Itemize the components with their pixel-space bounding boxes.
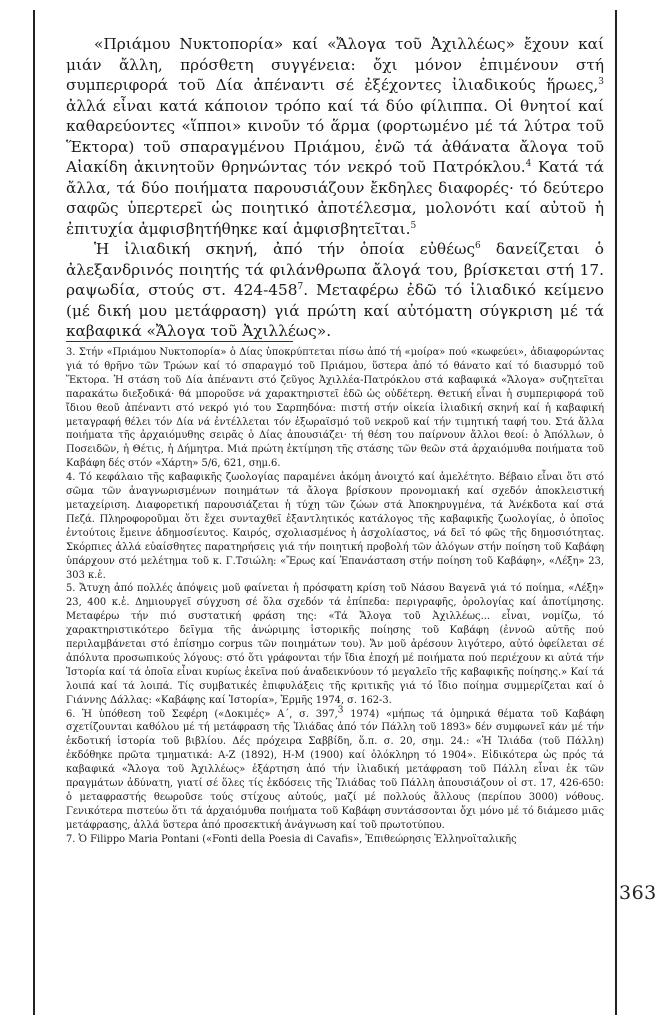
footnote-ref: 3 xyxy=(598,76,604,87)
footnote-ref: 7 xyxy=(297,281,304,292)
footnotes xyxy=(66,346,604,847)
footnote-ref: 5 xyxy=(410,220,417,231)
footnote-4 xyxy=(66,471,604,582)
left-margin-rule xyxy=(33,10,35,1015)
footnote-text: 4. Τό κεφάλαιο τῆς καβαφικῆς ζωολογίας παραμένει ἀκόμη ἀνοιχτό καί ἀμελέτητο. Βέβαιο εἶναι ὅτι στό σῶμα τῶν ἀναγνωρισμένων ποιημάτων τά ἄλογα βρίσκουν προνομιακή καί σχεδόν ἀποκλειστική μεταχείριση. Διαφορετική παρουσιάζεται ἡ τύχη τῶν ζώων στά Ἀποκηρυγμένα, τά Ἀνέκδοτα καί στά Πεζά. Πληροφοροῦμαι ὅτι ἔχει συνταχθεῖ ἐξαντλητικός κατάλογος τῆς καβαφικῆς ζωολογίας, ὁ ὁποῖος ἐντούτοις ἔμεινε ἀδημοσίευτος. Καιρός, σχολιασμένος ἡ ἀσχολίαστος, νά δεῖ τό φῶς τῆς δημοσιότητας. Σκόρπιες ἀλλά εὐαίσθητες παρατηρήσεις γιά τήν ποιητική προβολή τῶν ἀλόγων στήν ποίηση τοῦ Καβάφη ὑπάρχουν στό μελέτημα τοῦ κ. Γ.Τσιώλη: «Ἔρως καί Ἐπανάσταση στήν ποίηση τοῦ Καβάφη», «Λέξη» 23, 303 κ.ἑ. xyxy=(66,472,604,581)
text-run: ἀλλά εἶναι κατά κάποιον τρόπο καί τά δύο φίλιππα. Οἱ θνητοί καί καθαρεύοντες «ἵπποι» κινοῦν τό ἅρμα (φορτωμένο μέ τά λύτρα τοῦ Ἕκτορα) τοῦ σπαραγμένου Πριάμου, ἐνῶ τά ἀθάνατα ἄλογα τοῦ Αἰακίδη ἀκινητοῦν θρηνώντας τόν νεκρό τοῦ Πατρόκλου. xyxy=(66,96,604,176)
footnote-text: 7. Ὁ Filippo Maria Pontani («Fonti della Poesia di Cavafis», Ἐπιθεώρησις Ἑλληνοϊταλικῆς xyxy=(66,833,517,845)
footnote-7 xyxy=(66,833,604,847)
text-run: Κατά τά ἄλλα, τά δύο ποιήματα παρουσιάζουν ἔκδηλες διαφορές· τό δεύτερο σαφῶς ὑπερτερεῖ ὡς ποιητικό ἀποτέλεσμα, μολονότι καί αὐτοῦ ἡ ἐπιτυχία ἀμφισβητήθηκε καί ἀμφισβητεῖται. xyxy=(66,158,604,238)
footnote-text: 5. Ἄτυχη ἀπό πολλές ἀπόψεις μοῦ φαίνεται ἡ πρόσφατη κρίση τοῦ Νάσου Βαγενᾶ γιά τό ποίημα, «Λέξη» 23, 400 κ.ἑ. Δημιουργεῖ σύγχυση σέ ὅλα σχεδόν τά ἐπίπεδα: περιγραφῆς, ὁρολογίας καί ἀποτίμησης. Μεταφέρω τήν πιό συστατική φράση της: «Τά Ἄλογα τοῦ Ἀχιλλέως... εἶναι, νομίζω, τό χαρακτηριστικότερο δεῖγμα τῆς ἀνώριμης ἱστορικῆς ποίησης τοῦ Καβάφη (ἐννοῶ αὐτῆς πού περιλαμβάνεται στό ἐπίσημο corpus τῶν ποιημάτων του). Ἄν μοῦ ἀρέσουν λιγότερο, αὐτό ὀφείλεται σέ ἀπόλυτα προσωπικούς λόγους: στό ὅτι γράφονται τήν ἴδια ἐποχή μέ ποιήματα πού περιέχουν κι αὐτά τήν Ἱστορία καί τά ὁποῖα εἶναι κυρίως ἐκεῖνα πού ἀναδεικνύουν τό μεγαλεῖο τῆς καβαφικῆς ποίησης.» Καί τά λοιπά καί τά λοιπά. Τίς συμβατικές ἐπιφυλάξεις τῆς κριτικῆς γιά τό ἴδιο ποίημα συμμερίζεται καί ὁ Γιάννης Δάλλας: «Καβάφης καί Ἱστορία», Ἑρμῆς 1974, σ. 162-3. xyxy=(66,583,604,706)
footnote-6 xyxy=(66,705,604,833)
footnote-ref: 4 xyxy=(525,158,532,169)
text-run: «Πριάμου Νυκτοπορία» καί «Ἄλογα τοῦ Ἀχιλλέως» ἔχουν καί μιάν ἄλλη, πρόσθετη συγγένεια: ὄχι μόνον ἐπιμένουν στή συμπεριφορά τοῦ Δία ἀπέναντι σέ ἐξέχοντες ἰλιαδικούς ἥρωες, xyxy=(66,35,604,94)
main-text xyxy=(66,34,604,342)
text-run: δανείζεται ὁ ἀλεξανδρινός ποιητής τά φιλάνθρωπα ἄλογά του, βρίσκεται στή 17. ραψωδία, στούς στ. 424-458 xyxy=(66,240,604,299)
right-margin-rule xyxy=(615,10,617,1015)
footnote-5 xyxy=(66,582,604,707)
footnote-ref: 6 xyxy=(475,240,481,251)
paragraph xyxy=(66,34,604,239)
paragraph xyxy=(66,239,604,342)
footnote-3 xyxy=(66,346,604,471)
text-run: . Μεταφέρω ἐδῶ τό ἰλιαδικό κείμενο (μέ δική μου μετάφραση) γιά πρώτη καί αὐτόματη σύγκριση μέ τά καβαφικά «Ἄλογα τοῦ Ἀχιλλέως». xyxy=(66,281,604,340)
footnote-separator xyxy=(66,341,293,342)
superscript: 3 xyxy=(337,705,344,716)
footnote-text: 6. Ἡ ὑπόθεση τοῦ Σεφέρη («Δοκιμές» Α΄, σ. 397, xyxy=(66,708,338,720)
text-run: Ἡ ἰλιαδική σκηνή, ἀπό τήν ὁποία εὐθέως xyxy=(94,240,476,258)
page-number: 363 xyxy=(619,882,657,904)
footnote-text: 3. Στήν «Πριάμου Νυκτοπορία» ὁ Δίας ὑποκρύπτεται πίσω ἀπό τή «μοίρα» πού «κωφεύει», ἀδιαφορώντας γιά τό θρῆνο τῶν Τρώων καί τό σπαραγμό τοῦ Πριάμου, ὕστερα ἀπό τό θάνατο καί τό διασυρμό τοῦ Ἕκτορα. Ἡ στάση τοῦ Δία ἀπέναντι στό ζεῦγος Ἀχιλλέα-Πατρόκλου στά καβαφικά «Ἄλογα» συζητεῖται παρακάτω διεξοδικά· θά μποροῦσε νά χαρακτηριστεῖ ἐδῶ ὡς οὐδέτερη. Θετική εἶναι ἡ συμπεριφορά τοῦ ἴδιου θεοῦ ἀπέναντι στό νεκρό γιό του Σαρπηδόνα: πιστή στήν οἰκεία ἰλιαδική σκηνή καί ἡ καβαφική μεταγραφή θέλει τόν Δία νά ἐντέλλεται τόν ἐξωραϊσμό τοῦ νεκροῦ καί τήν τιμητική ταφή του. Στά ἄλλα ποιήματα τῆς ἀρχαιόμυθης σειρᾶς ὁ Δίας ἀπουσιάζει· τή θέση του παίρνουν ἄλλοι θεοί: ὁ Ἀπόλλων, ὁ Ποσειδῶν, ἡ Θέτις, ἡ Δήμητρα. Μιά πρώτη ἐκτίμηση τῆς στάσης τῶν θεῶν στά ἀρχαιόμυθα ποιήματα τοῦ Καβάφη δές στόν «Χάρτη» 5/6, 621, σημ.6. xyxy=(66,347,604,470)
footnote-text: 1974) «μήπως τά ὁμηρικά θέματα τοῦ Καβάφη σχετίζουνται καθόλου μέ τή μετάφραση τῆς Ἰλιάδας ἀπό τόν Πάλλη τοῦ 1893» δέν συμφωνεῖ κάν μέ τήν ἐκδοτική ἱστορία τοῦ βιβλίου. Δές πρόχειρα Σαββίδη, ὅ.π. σ. 20, σημ. 24.: «Ἡ Ἰλιάδα (τοῦ Πάλλη) ἐκδόθηκε πρῶτα τμηματικά: Α-Ζ (1892), Η-Μ (1900) καί ὁλόκληρη τό 1904». Εἰδικότερα ὡς πρός τά καβαφικά «Ἄλογα τοῦ Ἀχιλλέως» ἐξάρτηση ἀπό τήν ἰλιαδική μετάφραση τοῦ Πάλλη εἶναι ἐκ τῶν πραγμάτων ἀδύνατη, γιατί σέ ὅλες τίς ἐκδόσεις τῆς Ἰλιάδας τοῦ Πάλλη ἀπουσιάζουν οἱ στ. 17, 426-650: ὁ μεταφραστής θεωροῦσε τούς στίχους αὐτούς, μαζί μέ πολλούς ἄλλους (περίπου 3000) νόθους. Γενικότερα πιστεύω ὅτι τά ἀρχαιόμυθα ποιήματα τοῦ Καβάφη συντάσσονται ὄχι μόνο μέ τό διάμεσο μιᾶς μετάφρασης, ἀλλά ὕστερα ἀπό προσεκτική ἀνάγνωση καί τοῦ πρωτοτύπου. xyxy=(66,708,604,831)
